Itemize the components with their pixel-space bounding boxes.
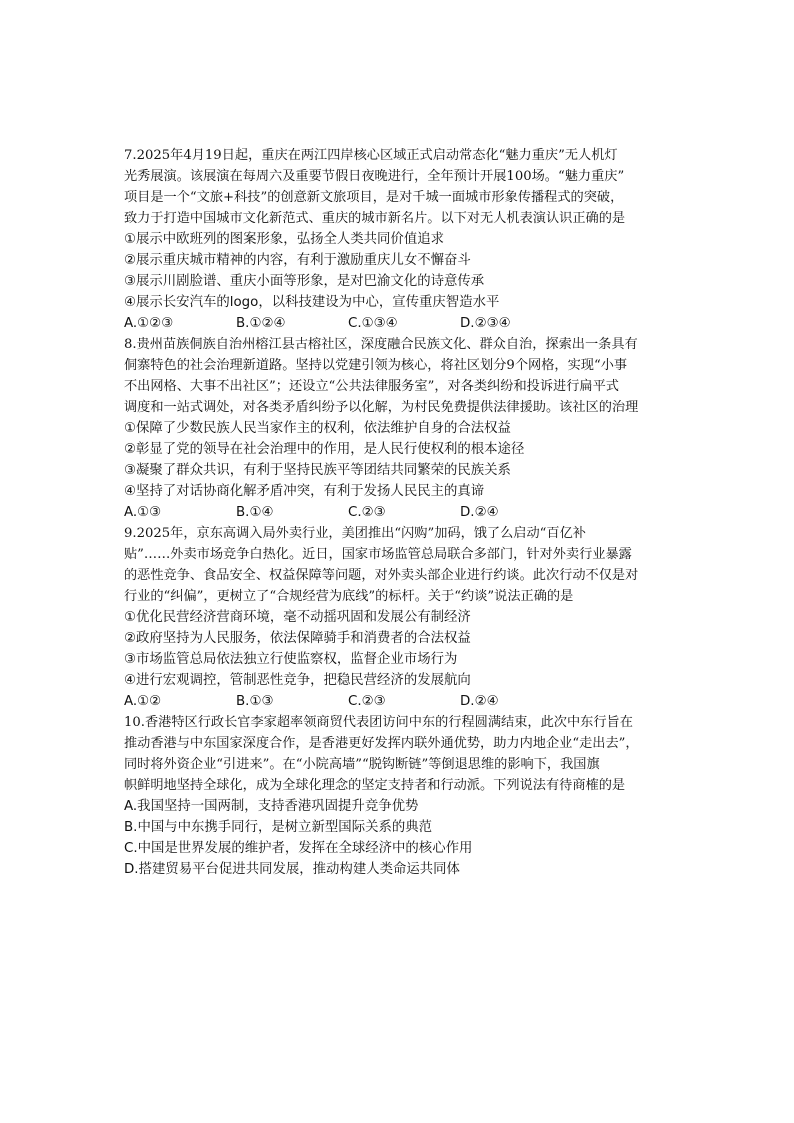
question-stem-line: 7.2025年4月19日起，重庆在两江四岸核心区域正式启动常态化“魅力重庆”无人机灯 xyxy=(124,148,618,163)
option-item: ①展示中欧班列的图案形象，弘扬全人类共同价值追求 xyxy=(124,232,444,247)
answer-choice: B.①③ xyxy=(236,694,274,709)
question-stem-line: 推动香港与中东国家深度合作，是香港更好发挥内联外通优势，助力内地企业“走出去”， xyxy=(124,736,639,751)
question-stem-line: 8.贵州苗族侗族自治州榕江县古榕社区，深度融合民族文化、群众自治，探索出一条具有 xyxy=(124,337,638,352)
option-item: B.中国与中东携手同行，是树立新型国际关系的典范 xyxy=(124,820,433,835)
option-item: ③市场监管总局依法独立行使监察权，监督企业市场行为 xyxy=(124,652,458,667)
option-item: ④进行宏观调控，管制恶性竞争，把稳民营经济的发展航向 xyxy=(124,673,471,688)
answer-choice: D.②④ xyxy=(460,694,499,709)
answer-choices xyxy=(124,502,684,523)
answer-choices xyxy=(124,313,684,334)
option-item: ④坚持了对话协商化解矛盾冲突，有利于发扬人民民主的真谛 xyxy=(124,484,485,499)
option-item: ②政府坚持为人民服务，依法保障骑手和消费者的合法权益 xyxy=(124,631,471,646)
answer-choice: C.②③ xyxy=(348,505,386,520)
option-item: ③凝聚了群众共识，有利于坚持民族平等团结共同繁荣的民族关系 xyxy=(124,463,511,478)
option-item: ①保障了少数民族人民当家作主的权利，依法维护自身的合法权益 xyxy=(124,421,511,436)
question-stem-line: 光秀展演。该展演在每周六及重要节假日夜晚进行，全年预计开展100场。“魅力重庆” xyxy=(124,169,625,184)
question-stem-line: 项目是一个“文旅+科技”的创意新文旅项目，是对千城一面城市形象传播程式的突破， xyxy=(124,190,624,205)
question-stem-line: 同时将外资企业“引进来”。在“小院高墙”“脱钩断链”等倒退思维的影响下，我国旗 xyxy=(124,757,600,772)
question-stem-line: 帜鲜明地坚持全球化，成为全球化理念的坚定支持者和行动派。下列说法有待商榷的是 xyxy=(124,778,626,793)
option-item: ④展示长安汽车的logo，以科技建设为中心，宣传重庆智造水平 xyxy=(124,295,500,310)
answer-choice: C.①③④ xyxy=(348,316,398,331)
answer-choice: D.②③④ xyxy=(460,316,511,331)
answer-choice: B.①②④ xyxy=(236,316,286,331)
answer-choice: D.②④ xyxy=(460,505,499,520)
answer-choice: A.①③ xyxy=(124,505,162,520)
answer-choice: B.①④ xyxy=(236,505,274,520)
option-item: ②展示重庆城市精神的内容，有利于激励重庆儿女不懈奋斗 xyxy=(124,253,471,268)
option-item: ③展示川剧脸谱、重庆小面等形象，是对巴渝文化的诗意传承 xyxy=(124,274,485,289)
answer-choice: A.①② xyxy=(124,694,162,709)
option-item: ①优化民营经济营商环境，毫不动摇巩固和发展公有制经济 xyxy=(124,610,471,625)
question-stem-line: 9.2025年，京东高调入局外卖行业，美团推出“闪购”加码，饿了么启动“百亿补 xyxy=(124,526,586,541)
option-item: C.中国是世界发展的维护者，发挥在全球经济中的核心作用 xyxy=(124,841,473,856)
answer-choice: C.②③ xyxy=(348,694,386,709)
option-item: ②彰显了党的领导在社会治理中的作用，是人民行使权利的根本途径 xyxy=(124,442,525,457)
option-item: A.我国坚持一国两制，支持香港巩固提升竞争优势 xyxy=(124,799,419,814)
option-item: D.搭建贸易平台促进共同发展，推动构建人类命运共同体 xyxy=(124,862,460,877)
question-stem-line: 不出网格、大事不出社区”；还设立“公共法律服务室”，对各类纠纷和投诉进行扁平式 xyxy=(124,379,619,394)
question-stem-line: 侗寨特色的社会治理新道路。坚持以党建引领为核心，将社区划分9个网格，实现“小事 xyxy=(124,358,628,373)
answer-choices xyxy=(124,691,684,712)
question-7 xyxy=(124,145,684,334)
question-stem-line: 贴”……外卖市场竞争白热化。近日，国家市场监管总局联合多部门，针对外卖行业暴露 xyxy=(124,547,632,562)
question-stem-line: 调度和一站式调处，对各类矛盾纠纷予以化解，为村民免费提供法律援助。该社区的治理 xyxy=(124,400,639,415)
question-stem-line: 10.香港特区行政长官李家超率领商贸代表团访问中东的行程圆满结束，此次中东行旨在 xyxy=(124,715,633,730)
question-8 xyxy=(124,334,684,523)
question-stem-line: 的恶性竞争、食品安全、权益保障等问题，对外卖头部企业进行约谈。此次行动不仅是对 xyxy=(124,568,639,583)
question-10 xyxy=(124,712,684,880)
question-stem-line: 行业的“纠偏”，更树立了“合规经营为底线”的标杆。关于“约谈”说法正确的是 xyxy=(124,589,574,604)
question-stem-line: 致力于打造中国城市文化新范式、重庆的城市新名片。以下对无人机表演认识正确的是 xyxy=(124,211,626,226)
question-9 xyxy=(124,523,684,712)
answer-choice: A.①②③ xyxy=(124,316,174,331)
